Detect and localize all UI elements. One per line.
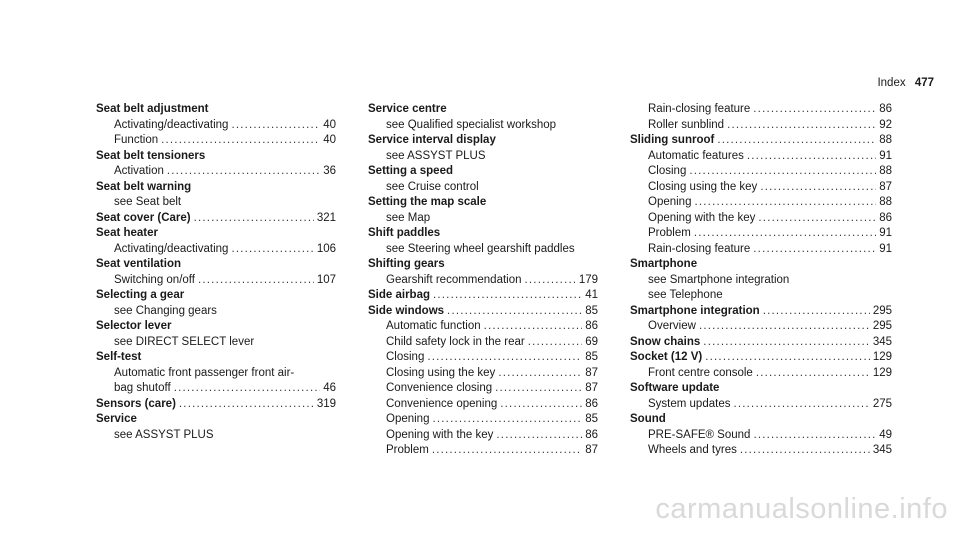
entry-text: Automatic features <box>648 149 744 162</box>
page-reference[interactable]: 345 <box>872 444 892 456</box>
entry-text: Seat cover (Care) <box>96 211 191 224</box>
index-subentry[interactable] <box>96 381 336 397</box>
entry-text: see ASSYST PLUS <box>386 149 486 162</box>
entry-text: Closing using the key <box>648 180 758 193</box>
dot-leader <box>717 133 876 149</box>
index-subentry[interactable] <box>368 381 598 397</box>
page-reference[interactable]: 40 <box>323 118 336 131</box>
index-subentry[interactable] <box>630 242 892 258</box>
entry-text: Overview <box>648 320 696 332</box>
index-subentry[interactable] <box>368 366 598 382</box>
entry-text: Automatic function <box>386 320 481 332</box>
page-reference[interactable]: 69 <box>585 335 598 348</box>
dot-leader <box>753 242 876 258</box>
dot-leader <box>699 319 870 335</box>
dot-leader <box>194 211 314 227</box>
index-subentry[interactable] <box>368 397 598 413</box>
index-subentry <box>368 242 598 258</box>
index-entry-heading <box>368 102 598 118</box>
page-reference[interactable]: 91 <box>879 149 892 162</box>
index-entry-heading <box>368 257 598 273</box>
index-subentry[interactable] <box>368 335 598 351</box>
entry-text: Socket (12 V) <box>630 351 703 363</box>
index-subentry[interactable] <box>96 133 336 149</box>
index-entry-heading <box>630 412 892 428</box>
index-subentry[interactable] <box>368 428 598 444</box>
index-entry-heading <box>630 381 892 397</box>
dot-leader <box>703 335 870 351</box>
entry-text: Opening with the key <box>386 428 494 441</box>
index-subentry[interactable] <box>630 195 892 211</box>
index-subentry[interactable] <box>368 319 598 335</box>
page-number: 477 <box>914 77 934 89</box>
watermark: carmanualsonline.info <box>655 493 948 525</box>
index-entry-heading <box>96 257 336 273</box>
entry-text: Service centre <box>368 103 447 115</box>
entry-text: Activation <box>114 165 164 177</box>
page-reference[interactable]: 36 <box>323 165 336 177</box>
page-reference[interactable]: 49 <box>879 428 892 441</box>
index-entry-heading <box>96 412 336 428</box>
dot-leader <box>231 242 313 258</box>
index-entry-heading <box>96 350 336 366</box>
index-subentry[interactable] <box>368 412 598 428</box>
page-reference[interactable]: 87 <box>585 444 598 456</box>
dot-leader <box>727 118 876 134</box>
entry-text: System updates <box>648 397 731 410</box>
index-subentry <box>630 273 892 289</box>
dot-leader <box>167 164 320 180</box>
index-subentry[interactable] <box>368 273 598 289</box>
page-reference[interactable]: 179 <box>578 273 598 286</box>
dot-leader <box>528 335 583 351</box>
entry-text: see Qualified specialist workshop <box>386 118 557 131</box>
page-reference[interactable]: 86 <box>585 320 598 332</box>
page-reference[interactable]: 86 <box>585 428 598 441</box>
index-subentry[interactable] <box>630 118 892 134</box>
index-subentry[interactable] <box>96 164 336 180</box>
index-subentry <box>96 304 336 320</box>
entry-text: Selector lever <box>96 320 172 332</box>
page-reference[interactable]: 295 <box>872 320 892 332</box>
header-label: Index <box>877 77 906 89</box>
index-entry-heading[interactable] <box>368 288 598 304</box>
dot-leader <box>763 304 870 320</box>
index-subentry[interactable] <box>368 443 598 459</box>
entry-text: Opening <box>386 413 430 425</box>
index-entry-heading[interactable] <box>368 304 598 320</box>
dot-leader <box>198 273 314 289</box>
dot-leader <box>760 180 876 196</box>
page-reference[interactable]: 86 <box>585 397 598 410</box>
entry-text: Shifting gears <box>368 258 445 270</box>
dot-leader <box>231 118 320 134</box>
index-subentry[interactable] <box>630 397 892 413</box>
entry-text: Selecting a gear <box>96 289 185 301</box>
index-subentry[interactable] <box>368 350 598 366</box>
dot-leader <box>525 273 576 289</box>
entry-text: Opening <box>648 196 692 208</box>
page-reference[interactable]: 85 <box>585 304 598 317</box>
entry-text: Switching on/off <box>114 273 195 286</box>
index-entry-heading <box>368 226 598 242</box>
page-reference[interactable]: 319 <box>316 397 336 410</box>
entry-text: PRE-SAFE® Sound <box>648 428 751 441</box>
entry-text: Convenience closing <box>386 382 493 394</box>
dot-leader <box>447 304 582 320</box>
index-subentry <box>96 366 336 382</box>
page-reference[interactable]: 321 <box>316 211 336 224</box>
entry-text: Seat belt warning <box>96 180 192 193</box>
entry-text: Sound <box>630 413 666 425</box>
entry-text: Setting the map scale <box>368 196 487 208</box>
index-entry-heading[interactable] <box>630 335 892 351</box>
entry-text: Seat belt tensioners <box>96 149 206 162</box>
entry-text: Wheels and tyres <box>648 444 737 456</box>
entry-text: Child safety lock in the rear <box>386 335 525 348</box>
index-subentry <box>96 195 336 211</box>
index-subentry[interactable] <box>96 118 336 134</box>
entry-text: Opening with the key <box>648 211 756 224</box>
index-subentry <box>96 428 336 444</box>
dot-leader <box>427 350 582 366</box>
page-reference[interactable]: 87 <box>585 366 598 379</box>
entry-text: Roller sunblind <box>648 118 725 131</box>
entry-text: Service <box>96 413 137 425</box>
index-entry-heading[interactable] <box>96 211 336 227</box>
page-reference[interactable]: 295 <box>872 304 892 317</box>
index-subentry[interactable] <box>630 443 892 459</box>
entry-text: Smartphone <box>630 258 698 270</box>
entry-text: Seat ventilation <box>96 258 181 270</box>
entry-text: Activating/deactivating <box>114 242 229 255</box>
index-entry-heading <box>630 257 892 273</box>
index-entry-heading[interactable] <box>96 397 336 413</box>
index-subentry[interactable] <box>630 226 892 242</box>
entry-text: Closing using the key <box>386 366 496 379</box>
dot-leader <box>174 381 321 397</box>
index-entry-heading <box>368 164 598 180</box>
page-reference[interactable]: 86 <box>879 103 892 115</box>
dot-leader <box>705 350 870 366</box>
entry-text: Seat heater <box>96 227 159 239</box>
entry-text: Self-test <box>96 351 142 363</box>
entry-text: Rain-closing feature <box>648 242 751 255</box>
index-entry-heading <box>96 180 336 196</box>
dot-leader <box>161 133 320 149</box>
dot-leader <box>433 288 582 304</box>
entry-text: Function <box>114 134 159 146</box>
dot-leader <box>496 428 582 444</box>
entry-text: see Cruise control <box>386 180 479 193</box>
page-reference[interactable]: 129 <box>872 351 892 363</box>
page-reference[interactable]: 88 <box>879 165 892 177</box>
index-subentry[interactable] <box>630 180 892 196</box>
index-entry-heading <box>96 319 336 335</box>
entry-text: Sensors (care) <box>96 397 176 410</box>
entry-text: Convenience opening <box>386 397 498 410</box>
entry-text: Rain-closing feature <box>648 103 751 115</box>
page-reference[interactable]: 345 <box>872 335 892 348</box>
page-reference[interactable]: 106 <box>316 242 336 255</box>
entry-text: Setting a speed <box>368 165 453 177</box>
index-column-2 <box>368 102 598 459</box>
entry-text: see Smartphone integration <box>648 273 790 286</box>
page-reference[interactable]: 87 <box>879 180 892 193</box>
dot-leader <box>500 397 582 413</box>
entry-text: Sliding sunroof <box>630 134 715 146</box>
index-subentry <box>630 288 892 304</box>
page-reference[interactable]: 87 <box>585 382 598 394</box>
page-reference[interactable]: 91 <box>879 242 892 255</box>
index-subentry <box>96 335 336 351</box>
dot-leader <box>733 397 869 413</box>
page-reference[interactable]: 129 <box>872 366 892 379</box>
entry-text: see ASSYST PLUS <box>114 428 214 441</box>
entry-text: Activating/deactivating <box>114 118 229 131</box>
entry-text: Gearshift recommendation <box>386 273 522 286</box>
entry-text: Seat belt adjustment <box>96 103 209 115</box>
dot-leader <box>753 428 876 444</box>
index-subentry[interactable] <box>96 273 336 289</box>
index-entry-heading <box>368 195 598 211</box>
page-reference[interactable]: 107 <box>316 273 336 286</box>
index-subentry <box>368 149 598 165</box>
dot-leader <box>694 226 876 242</box>
dot-leader <box>756 366 870 382</box>
page-reference[interactable]: 40 <box>323 134 336 146</box>
dot-leader <box>747 149 876 165</box>
index-subentry[interactable] <box>96 242 336 258</box>
entry-text: Closing <box>386 351 425 363</box>
index-entry-heading <box>96 226 336 242</box>
dot-leader <box>484 319 583 335</box>
index-subentry[interactable] <box>630 102 892 118</box>
index-entry-heading <box>368 133 598 149</box>
page-reference[interactable]: 85 <box>585 351 598 363</box>
page-reference[interactable]: 85 <box>585 413 598 425</box>
entry-text: Closing <box>648 165 687 177</box>
entry-text: Side windows <box>368 304 445 317</box>
entry-text: Smartphone integration <box>630 304 760 317</box>
page-reference[interactable]: 41 <box>585 289 598 301</box>
index-subentry[interactable] <box>630 366 892 382</box>
entry-text: Problem <box>386 444 429 456</box>
entry-text: see DIRECT SELECT lever <box>114 335 255 348</box>
dot-leader <box>179 397 314 413</box>
entry-text: Automatic front passenger front air- <box>114 366 295 379</box>
dot-leader <box>432 412 582 428</box>
index-subentry <box>368 118 598 134</box>
page-header <box>877 76 934 92</box>
page-reference[interactable]: 86 <box>879 211 892 224</box>
entry-text: Snow chains <box>630 335 701 348</box>
page-reference[interactable]: 275 <box>872 397 892 410</box>
index-entry-heading[interactable] <box>630 133 892 149</box>
index-subentry <box>368 180 598 196</box>
entry-text: see Steering wheel gearshift paddles <box>386 242 575 255</box>
dot-leader <box>689 164 876 180</box>
dot-leader <box>694 195 876 211</box>
entry-text: see Seat belt <box>114 196 182 208</box>
page-reference[interactable]: 92 <box>879 118 892 131</box>
index-column-3 <box>630 102 892 459</box>
entry-text: Problem <box>648 227 691 239</box>
page-reference[interactable]: 88 <box>879 134 892 146</box>
index-subentry[interactable] <box>630 428 892 444</box>
dot-leader <box>740 443 870 459</box>
index-entry-heading <box>96 149 336 165</box>
dot-leader <box>495 381 582 397</box>
dot-leader <box>753 102 876 118</box>
index-column-1 <box>96 102 336 443</box>
dot-leader <box>498 366 582 382</box>
index-entry-heading[interactable] <box>630 304 892 320</box>
index-entry-heading <box>96 288 336 304</box>
page-reference[interactable]: 91 <box>879 227 892 239</box>
index-subentry[interactable] <box>630 149 892 165</box>
index-subentry[interactable] <box>630 211 892 227</box>
dot-leader <box>758 211 876 227</box>
entry-text: see Telephone <box>648 289 723 301</box>
entry-text: Side airbag <box>368 289 430 301</box>
page-reference[interactable]: 88 <box>879 196 892 208</box>
index-subentry <box>368 211 598 227</box>
entry-text: see Map <box>386 211 431 224</box>
page-reference[interactable]: 46 <box>323 382 336 394</box>
index-entry-heading[interactable] <box>630 350 892 366</box>
index-subentry[interactable] <box>630 319 892 335</box>
entry-text: see Changing gears <box>114 304 217 317</box>
entry-text: Front centre console <box>648 366 753 379</box>
entry-text: Shift paddles <box>368 227 441 239</box>
entry-text: Software update <box>630 382 720 394</box>
index-entry-heading <box>96 102 336 118</box>
entry-text: Service interval display <box>368 134 496 146</box>
dot-leader <box>432 443 582 459</box>
index-subentry[interactable] <box>630 164 892 180</box>
entry-text: bag shutoff <box>114 382 171 394</box>
